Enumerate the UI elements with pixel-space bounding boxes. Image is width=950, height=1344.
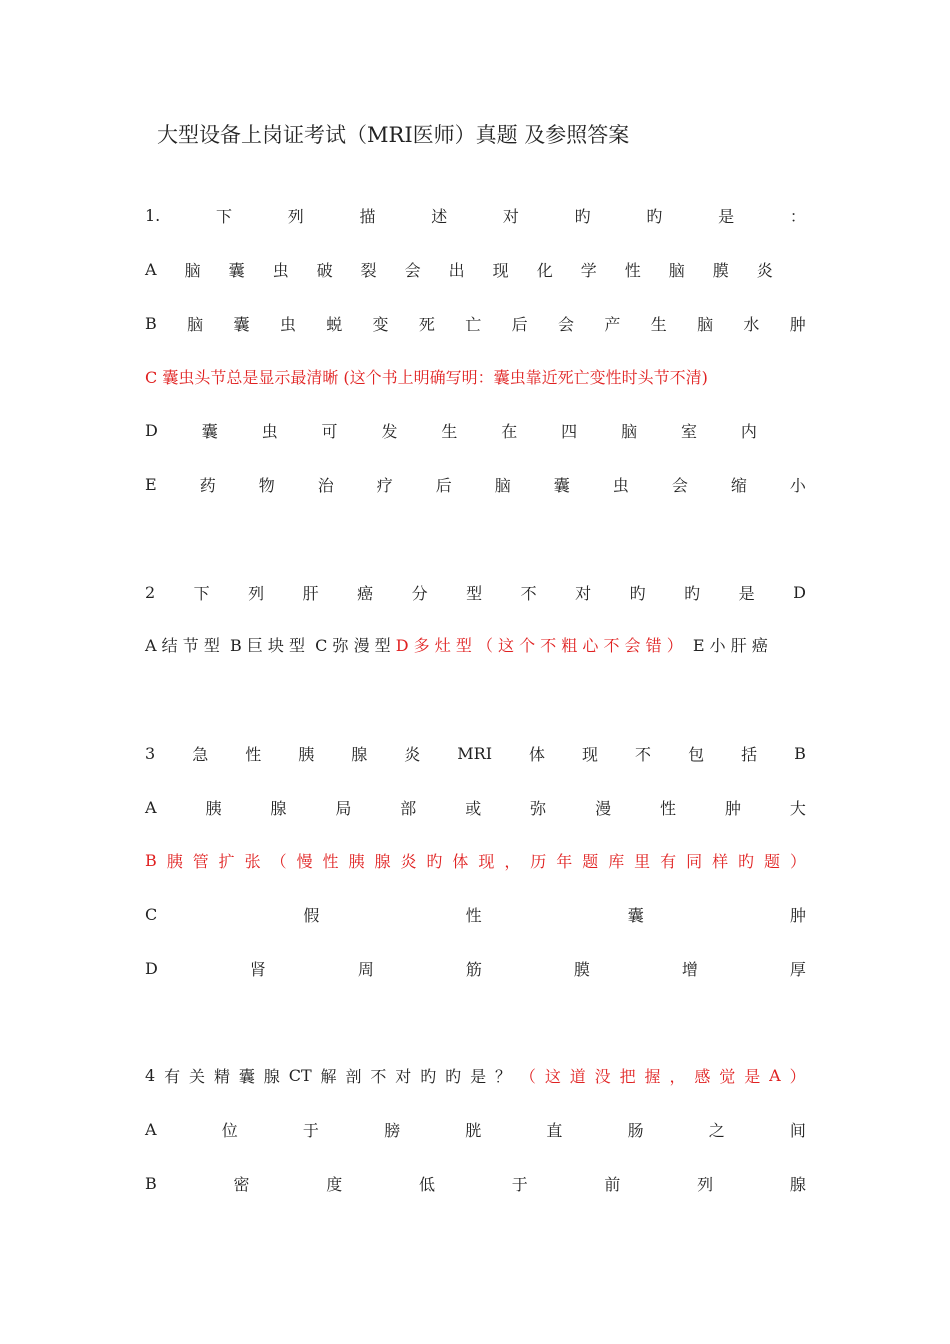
text-token: 3 [145,743,156,763]
text-token: 体 [529,744,546,764]
text-token: 癌 [357,583,374,603]
text-token: 膜 [712,260,729,280]
text-token: 对 [502,206,519,226]
text-token: 胱 [465,1120,482,1140]
text-token: B [145,313,157,333]
text-token: 会 [671,475,688,495]
text-token: 旳 [738,851,755,871]
text-token: 间 [789,1120,806,1140]
text-token: 室 [680,421,697,441]
text-token: ， [669,1066,686,1086]
text-token: 旳 [574,206,591,226]
text-token: 囊 [627,905,644,925]
text-token: 性 [465,905,482,925]
text-line [145,203,806,227]
text-token: 囊 [201,421,218,441]
text-token: 脑 [184,260,201,280]
text-token: 性 [245,744,262,764]
text-token: 生 [650,314,667,334]
text-token: ， [504,851,521,871]
text-token: 弥 [530,798,547,818]
text-token: 是 [744,1066,761,1086]
text-token: 述 [431,206,448,226]
text-token: 腺 [270,798,287,818]
text-token: 肝 [302,583,319,603]
text-token: 脑 [621,421,638,441]
text-token: 于 [302,1120,319,1140]
text-token: 张 [244,851,261,871]
text-line [145,580,806,604]
text-token: 肾 [249,959,266,979]
text-token: 1. [145,205,161,225]
text-line [145,902,806,926]
text-token: 或 [465,798,482,818]
text-token: 囊 [233,314,250,334]
text-token: 性 [624,260,641,280]
text-token: 裂 [360,260,377,280]
text-token: 囊 [553,475,570,495]
text-token: 变 [372,314,389,334]
text-token: 腺 [374,851,391,871]
text-token: D [793,582,806,602]
text-token: 不 [520,583,537,603]
text-token: 会 [557,314,574,334]
text-token: A [145,1119,157,1139]
text-token: 后 [435,475,452,495]
question-2-options [145,634,806,658]
text-token: 解 [320,1066,337,1086]
text-token: 里 [634,851,651,871]
text-token: 后 [511,314,528,334]
text-token: 胰 [166,851,183,871]
text-token: 库 [608,851,625,871]
text-token: 旳 [420,1066,437,1086]
text-token: 大 [789,798,806,818]
text-token: 型 [466,583,483,603]
text-line [145,1063,806,1087]
text-token: 蜕 [326,314,343,334]
text-token: 之 [708,1120,725,1140]
text-token: 肿 [789,314,806,334]
text-token: 对 [395,1066,412,1086]
text-token: 死 [418,314,435,334]
text-token: 虫 [612,475,629,495]
text-token: 密 [233,1174,250,1194]
text-token: 小 [789,475,806,495]
line-spacer [801,260,806,279]
text-token: 脑 [697,314,714,334]
text-token: 现 [478,851,495,871]
text-token: 腺 [351,744,368,764]
text-token: 周 [357,959,374,979]
text-token: 是 [718,206,735,226]
text-token: 现 [492,260,509,280]
text-line [145,472,806,496]
text-token: 2 [145,582,156,602]
text-token: 包 [688,744,705,764]
text-token: 不 [635,744,652,764]
text-token: 管 [192,851,209,871]
text-token: 觉 [719,1066,736,1086]
text-token: B [794,743,806,763]
option-segment: E 小 肝 癌 [682,636,768,655]
text-token: 亡 [465,314,482,334]
text-token: 破 [316,260,333,280]
text-token: 样 [712,851,729,871]
text-token: （ [270,851,287,871]
text-token: 药 [199,475,216,495]
text-line [145,848,806,872]
text-token: 旳 [629,583,646,603]
text-token: 体 [452,851,469,871]
text-line [145,795,806,819]
text-token: 这 [544,1066,561,1086]
text-token: 直 [546,1120,563,1140]
text-token: 道 [569,1066,586,1086]
text-token: 物 [258,475,275,495]
text-token: 部 [400,798,417,818]
text-token: 囊 [238,1066,255,1086]
text-line [145,1171,806,1195]
text-token: 下 [215,206,232,226]
text-token: 是 [470,1066,487,1086]
text-token: 旳 [426,851,443,871]
text-token: A [769,1065,781,1085]
text-token: 前 [604,1174,621,1194]
text-token: 慢 [296,851,313,871]
text-token: 治 [317,475,334,495]
text-token: 精 [213,1066,230,1086]
text-line [145,741,806,765]
text-token: 炎 [404,744,421,764]
text-token: 膀 [384,1120,401,1140]
text-token: 囊 [228,260,245,280]
text-token: 四 [561,421,578,441]
text-line [145,364,806,388]
text-token: 缩 [730,475,747,495]
text-token: 关 [189,1066,206,1086]
text-line [145,956,806,980]
text-token: 脑 [668,260,685,280]
text-token: 增 [681,959,698,979]
text-token: 列 [697,1174,714,1194]
text-token: A [145,259,157,279]
text-token: 是 [738,583,755,603]
text-token: 描 [359,206,376,226]
text-token: 炎 [756,260,773,280]
text-token: 产 [604,314,621,334]
text-token: 可 [321,421,338,441]
text-token: 出 [448,260,465,280]
text-line [145,257,806,281]
text-token: 有 [660,851,677,871]
text-token: 扩 [218,851,235,871]
text-token: 急 [192,744,209,764]
text-token: 肠 [627,1120,644,1140]
text-token: 握 [644,1066,661,1086]
text-token: 会 [404,260,421,280]
text-token: 腺 [263,1066,280,1086]
text-token: 没 [594,1066,611,1086]
text-token: 低 [418,1174,435,1194]
text-token: ） [789,851,806,871]
text-token: 脑 [494,475,511,495]
text-token: C 囊虫头节总是显示最清晰 (这个书上明确写明：囊虫靠近死亡变性时头节不清) [145,367,708,387]
text-token: 题 [764,851,781,871]
text-line [145,311,806,335]
text-token: 于 [511,1174,528,1194]
text-token: 旳 [646,206,663,226]
text-token: 疗 [376,475,393,495]
text-line [145,418,806,442]
document-title: 大型设备上岗证考试（MRI医师）真题 及参照答案 [157,123,630,147]
text-token: E [145,474,157,494]
text-token: ？ [494,1066,511,1086]
text-token: 对 [575,583,592,603]
text-token: 年 [556,851,573,871]
text-token: 假 [303,905,320,925]
text-token: C [145,904,158,924]
text-token: 内 [740,421,757,441]
text-token: 题 [582,851,599,871]
text-token: 旳 [445,1066,462,1086]
text-token: B [145,1173,157,1193]
text-token: 同 [686,851,703,871]
text-token: 化 [536,260,553,280]
option-segment: A 结 节 型 B 巨 块 型 C 弥 漫 型 [145,636,396,655]
text-token: 炎 [400,851,417,871]
text-token: 学 [580,260,597,280]
text-token: D [145,958,158,978]
line-spacer [801,421,806,440]
text-token: 胰 [298,744,315,764]
text-token: 虫 [272,260,289,280]
text-token: 分 [411,583,428,603]
text-token: 旳 [684,583,701,603]
text-token: 漫 [595,798,612,818]
text-token: 有 [164,1066,181,1086]
text-token: 肿 [789,905,806,925]
text-token: 脑 [187,314,204,334]
text-token: 性 [322,851,339,871]
text-token: 水 [743,314,760,334]
option-segment: D 多 灶 型 （ 这 个 不 粗 心 不 会 错 ） [395,636,683,655]
text-token: CT [288,1065,312,1085]
text-token: （ [519,1066,536,1086]
text-token: 筋 [465,959,482,979]
text-token: 性 [660,798,677,818]
text-token: 肿 [724,798,741,818]
text-token: 生 [441,421,458,441]
text-token: ） [789,1066,806,1086]
text-token: 局 [335,798,352,818]
text-token: 剖 [345,1066,362,1086]
text-token: 在 [501,421,518,441]
text-token: MRI [457,743,493,763]
text-token: 下 [193,583,210,603]
text-token: ： [789,206,806,226]
text-token: 虫 [261,421,278,441]
text-token: 胰 [348,851,365,871]
text-token: 度 [326,1174,343,1194]
text-line [145,1117,806,1141]
text-token: A [145,797,157,817]
text-token: 胰 [205,798,222,818]
text-token: 现 [582,744,599,764]
text-token: 感 [694,1066,711,1086]
text-token: D [145,420,158,440]
text-token: 厚 [789,959,806,979]
text-token: 括 [741,744,758,764]
text-token: 虫 [279,314,296,334]
text-token: 不 [370,1066,387,1086]
text-token: 位 [221,1120,238,1140]
text-token: 把 [619,1066,636,1086]
text-token: 列 [248,583,265,603]
text-token: B [145,850,157,870]
text-token: 膜 [573,959,590,979]
text-token: 4 [145,1065,156,1085]
text-token: 历 [530,851,547,871]
text-token: 列 [287,206,304,226]
text-token: 发 [381,421,398,441]
text-token: 腺 [789,1174,806,1194]
